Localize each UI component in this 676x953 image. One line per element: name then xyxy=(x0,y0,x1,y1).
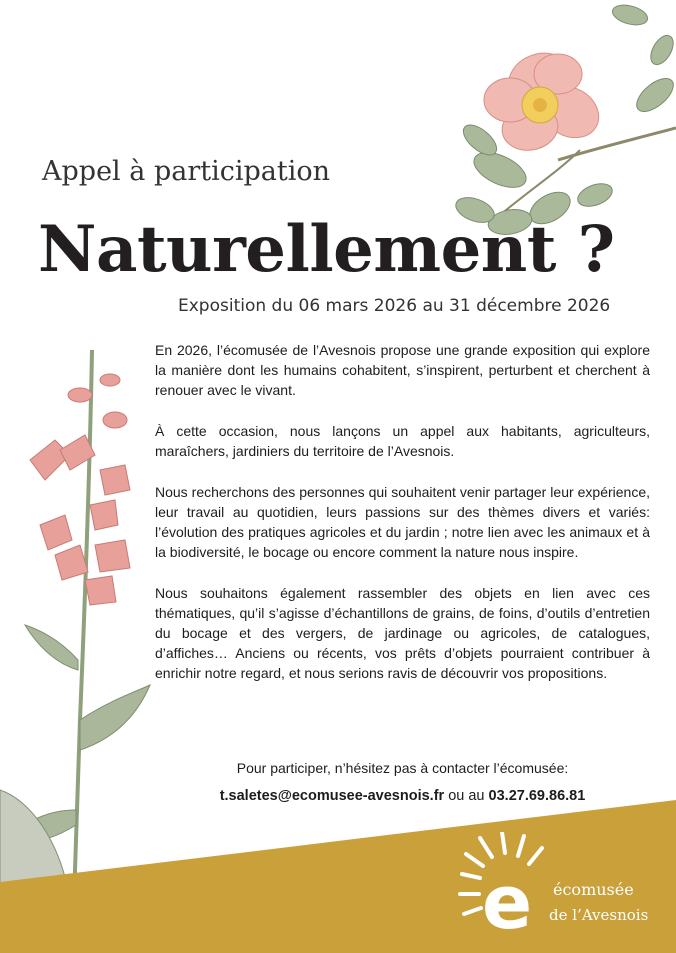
contact-line xyxy=(155,788,650,804)
logo-letter: e xyxy=(482,860,533,942)
contact-phone[interactable]: 03.27.69.86.81 xyxy=(488,788,586,804)
contact-email[interactable]: t.saletes@ecomusee-avesnois.fr xyxy=(219,788,445,804)
logo-name: écomusée xyxy=(553,880,634,899)
page-subtitle: Appel à participation xyxy=(42,156,330,187)
exhibition-dates: Exposition du 06 mars 2026 au 31 décembre 2026 xyxy=(178,296,611,316)
contact-intro: Pour participer, n’hésitez pas à contacter l’écomusée: xyxy=(236,760,569,776)
paragraph: En 2026, l’écomusée de l’Avesnois propose une grande exposition qui explore la manière dont les humains cohabitent, s’inspirent, perturbent et cherchent à renouer avec le vivant. xyxy=(155,342,650,398)
logo-subname: de l’Avesnois xyxy=(549,906,649,924)
contact-joiner: ou au xyxy=(444,788,489,804)
page-title: Naturellement ? xyxy=(38,212,615,287)
paragraph: Nous recherchons des personnes qui souhaitent venir partager leur expérience, leur travail au quotidien, leurs passions sur des thèmes divers et variés: l’évolution des pratiques agricoles et du jardin ; notre lien avec les animaux et à la biodiversité, le bocage ou encore comment la nature nous inspire. xyxy=(155,484,650,560)
paragraph: À cette occasion, nous lançons un appel aux habitants, agriculteurs, maraîchers, jardiniers du territoire de l’Avesnois. xyxy=(155,423,650,459)
body-text xyxy=(155,340,650,704)
paragraph: Nous souhaitons également rassembler des objets en lien avec ces thématiques, qu’il s’agisse d’échantillons de grains, de foins, d’outils d’entretien du bocage et des vergers, de jardinage ou agricoles, de catalogues, d’affiches… Anciens ou récents, vos prêts d’objets pourraient contribuer à enrichir notre regard, et nous serions ravis de découvrir vos propositions. xyxy=(155,585,650,681)
